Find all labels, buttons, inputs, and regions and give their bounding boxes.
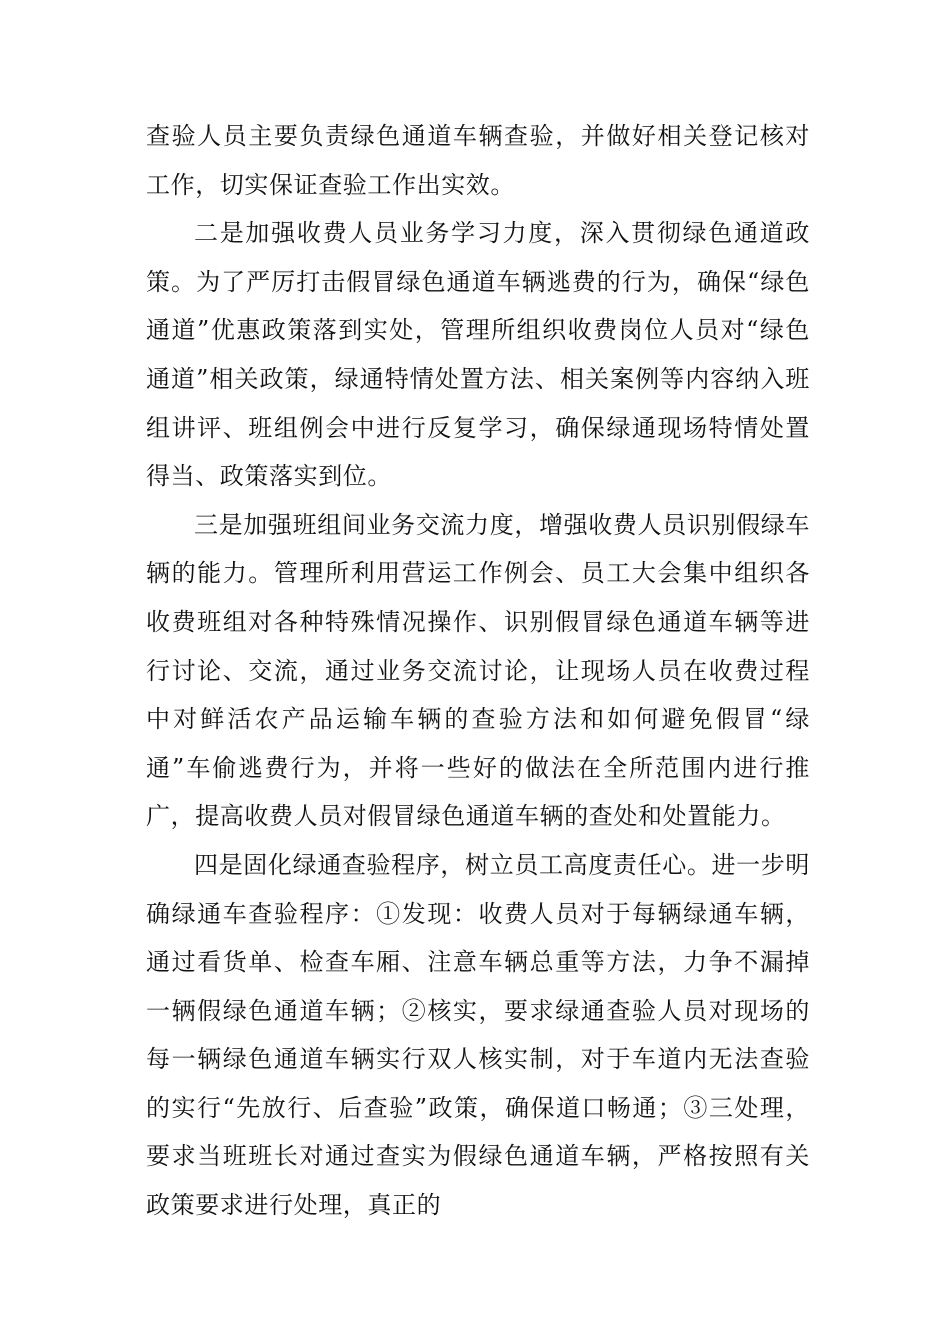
document-body <box>146 112 810 1230</box>
paragraph-policy-study: 二是加强收费人员业务学习力度，深入贯彻绿色通道政策。为了严厉打击假冒绿色通道车辆逃费的行为，确保“绿色通道”优惠政策落到实处，管理所组织收费岗位人员对“绿色通道”相关政策，绿通特情处置方法、相关案例等内容纳入班组讲评、班组例会中进行反复学习，确保绿通现场特情处置得当、政策落实到位。 <box>146 219 810 491</box>
paragraph-inspection-staff: 查验人员主要负责绿色通道车辆查验，并做好相关登记核对工作，切实保证查验工作出实效。 <box>146 122 810 199</box>
paragraph-team-exchange: 三是加强班组间业务交流力度，增强收费人员识别假绿车辆的能力。管理所利用营运工作例会、员工大会集中组织各收费班组对各种特殊情况操作、识别假冒绿色通道车辆等进行讨论、交流，通过业务交流讨论，让现场人员在收费过程中对鲜活农产品运输车辆的查验方法和如何避免假冒“绿通”车偷逃费行为，并将一些好的做法在全所范围内进行推广，提高收费人员对假冒绿色通道车辆的查处和处置能力。 <box>146 510 810 831</box>
paragraph-inspection-procedure: 四是固化绿通查验程序，树立员工高度责任心。进一步明确绿通车查验程序：①发现：收费人员对于每辆绿通车辆，通过看货单、检查车厢、注意车辆总重等方法，力争不漏掉一辆假绿色通道车辆；②核实，要求绿通查验人员对现场的每一辆绿色通道车辆实行双人核实制，对于车道内无法查验的实行“先放行、后查验”政策，确保道口畅通；③三处理，要求当班班长对通过查实为假绿色通道车辆，严格按照有关政策要求进行处理，真正的 <box>146 850 810 1220</box>
